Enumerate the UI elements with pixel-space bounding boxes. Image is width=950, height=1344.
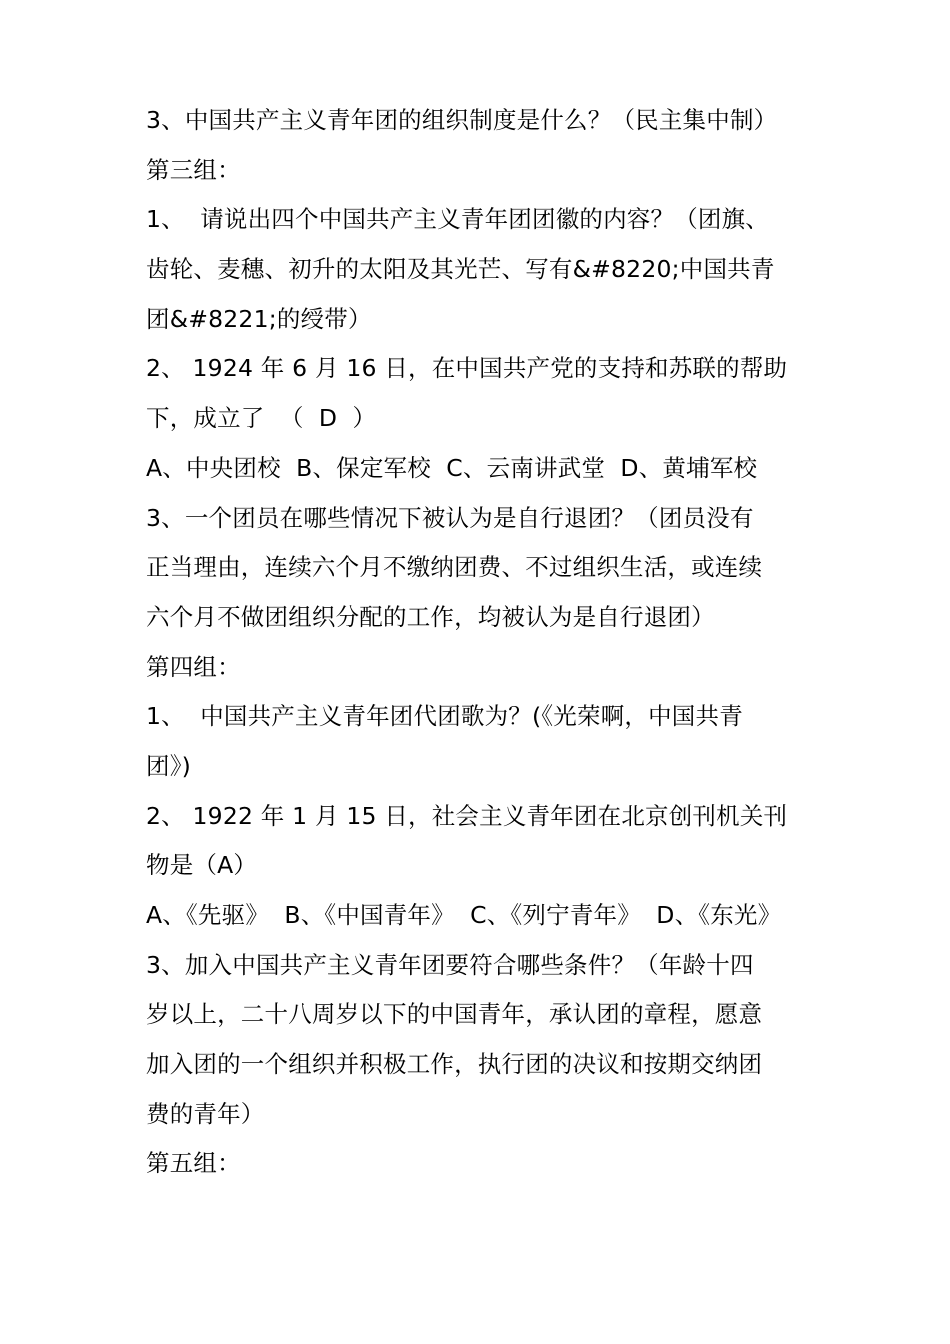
text-line: 3、加入中国共产主义青年团要符合哪些条件？（年龄十四 xyxy=(146,950,754,979)
text-line: 下，成立了 （ D ） xyxy=(146,404,377,433)
text-line: 3、中国共产主义青年团的组织制度是什么？（民主集中制） xyxy=(146,106,778,134)
answer-options: A、中央团校 B、保定军校 C、云南讲武堂 D、黄埔军校 xyxy=(146,453,758,482)
text-line: 团&#8221;的绶带） xyxy=(146,304,372,333)
section-heading-group-4: 第四组： xyxy=(146,652,241,681)
text-line: 加入团的一个组织并积极工作，执行团的决议和按期交纳团 xyxy=(146,1050,763,1079)
text-line: 齿轮、麦穗、初升的太阳及其光芒、写有&#8220;中国共青 xyxy=(146,255,775,284)
text-line: 1、 请说出四个中国共产主义青年团团徽的内容？（团旗、 xyxy=(146,205,769,234)
text-line: 岁以上，二十八周岁以下的中国青年，承认团的章程，愿意 xyxy=(146,1000,763,1029)
text-line: 六个月不做团组织分配的工作，均被认为是自行退团） xyxy=(146,602,715,631)
text-line: 2、 1924 年 6 月 16 日，在中国共产党的支持和苏联的帮助 xyxy=(146,354,788,383)
text-line: 物是（A） xyxy=(146,851,258,880)
answer-options: A、《先驱》 B、《中国青年》 C、《列宁青年》 D、《东光》 xyxy=(146,901,782,929)
section-heading-group-5: 第五组： xyxy=(146,1149,241,1178)
text-line: 团》) xyxy=(146,751,192,780)
text-line: 正当理由，连续六个月不缴纳团费、不过组织生活，或连续 xyxy=(146,553,763,582)
section-heading-group-3: 第三组： xyxy=(146,155,241,184)
text-line: 2、 1922 年 1 月 15 日，社会主义青年团在北京创刊机关刊 xyxy=(146,801,788,830)
text-line: 费的青年） xyxy=(146,1099,265,1128)
text-line: 1、 中国共产主义青年团代团歌为？(《光荣啊，中国共青 xyxy=(146,702,743,731)
text-line: 3、一个团员在哪些情况下被认为是自行退团？（团员没有 xyxy=(146,503,754,532)
document-body xyxy=(146,96,826,1189)
